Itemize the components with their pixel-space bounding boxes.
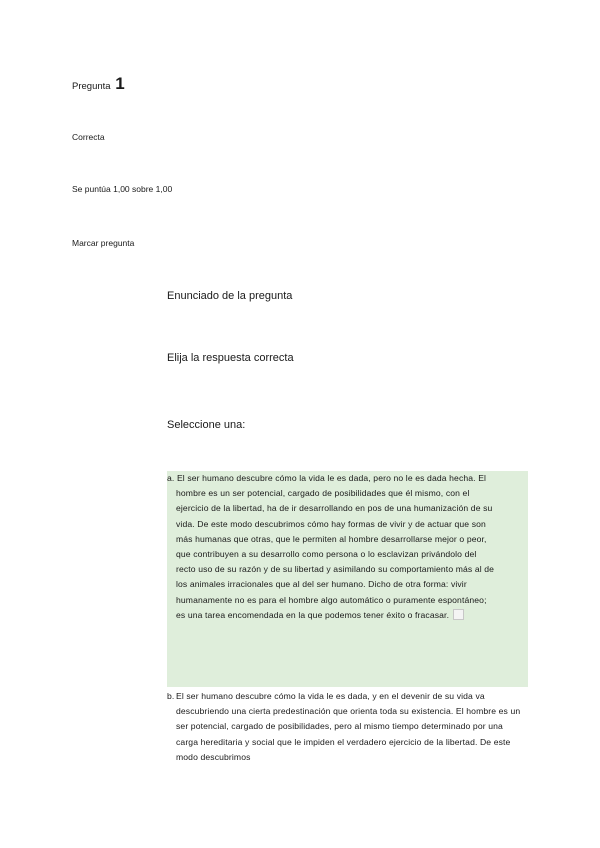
question-prompt: Elija la respuesta correcta — [167, 352, 294, 364]
statement-heading: Enunciado de la pregunta — [167, 290, 293, 302]
answer-body: El ser humano descubre cómo la vida le es dada, pero no le es dada hecha. El hombre es un ser potencial, cargado de posibilidades que él mismo, con el ejercicio de la libertad, ha de ir desarrollando en pos de una humanización de su vida. De este modo descubrimos cómo hay formas de vivir y de actuar que son más humanas que otras, que le permiten al hombre desarrollarse mejor o peor, que contribuyen a su desarrollo como persona o lo esclavizan privándolo del recto uso de su razón y de su libertad y asimilando su comportamiento más al de los animales irracionales que al del ser humano. Dicho de otra forma: vivir humanamente no es para el hombre algo automático o puramente espontáneo; es una tarea encomendada en la que podemos tener éxito o fracasar. — [176, 473, 495, 620]
answer-option-b[interactable] — [167, 689, 528, 765]
answer-option-a[interactable] — [167, 471, 528, 687]
question-label: Pregunta — [72, 81, 111, 92]
answer-letter: b. — [167, 691, 175, 701]
correct-check-icon — [453, 609, 464, 620]
answer-text — [167, 471, 528, 623]
answer-letter: a. — [167, 473, 175, 483]
answer-text: El ser humano descubre cómo la vida le es dada, y en el devenir de su vida va descubriendo una cierta predestinación que orienta toda su existencia. El hombre es un ser potencial, cargado de posibilidades, pero al mismo tiempo determinado por una carga hereditaria y social que le impiden el verdadero ejercicio de la libertad. De este modo descubrimos — [176, 691, 521, 762]
flag-question-link[interactable]: Marcar pregunta — [72, 238, 135, 248]
question-number: 1 — [115, 74, 125, 93]
question-title — [72, 74, 125, 97]
select-one-label: Seleccione una: — [167, 419, 246, 431]
question-grade: Se puntúa 1,00 sobre 1,00 — [72, 184, 173, 194]
question-state: Correcta — [72, 132, 105, 142]
